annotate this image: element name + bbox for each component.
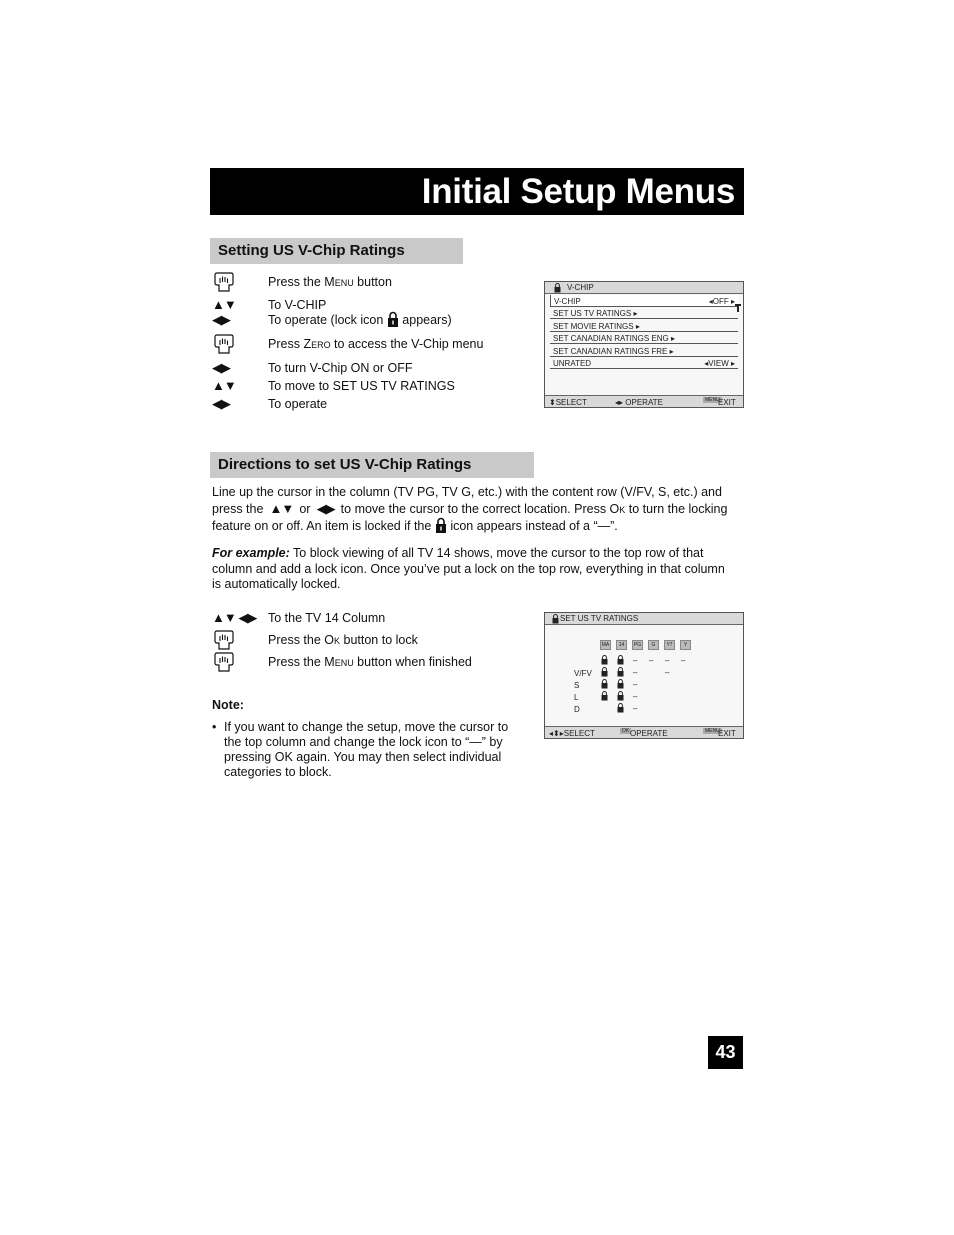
lock-icon: [387, 311, 399, 327]
unlocked-dash[interactable]: –: [649, 656, 654, 665]
vchip-menu-screen: [544, 281, 744, 408]
rating-column-tab[interactable]: 14: [616, 640, 627, 650]
menu-item-value: ◂OFF ▸: [708, 297, 735, 306]
hand-press-icon: [212, 628, 262, 646]
rating-column-tab[interactable]: G: [648, 640, 659, 650]
note-text: [224, 720, 508, 780]
vchip-menu-item[interactable]: [550, 320, 738, 332]
vchip-menu-item[interactable]: [550, 345, 738, 357]
hand-press-icon: [212, 270, 236, 294]
step-text: To V-CHIP: [268, 298, 327, 312]
rating-column-tab[interactable]: Y: [680, 640, 691, 650]
lock-icon[interactable]: [601, 655, 608, 667]
lock-icon[interactable]: [617, 703, 624, 715]
step-text: Press the Menu button when finished: [268, 655, 472, 669]
step-text: To turn V-Chip ON or OFF: [268, 361, 413, 375]
arrow-keys-icon: ▲▼: [212, 378, 236, 393]
footer-exit: EXIT: [718, 729, 736, 738]
title-banner: [210, 168, 744, 215]
vchip-menu-item[interactable]: [550, 332, 738, 344]
lock-icon[interactable]: [617, 691, 624, 703]
instruction-step: [210, 395, 540, 413]
footer-select: ⬍SELECT: [549, 398, 587, 407]
arrow-keys-icon: ◀▶: [212, 360, 230, 375]
footer-operate: OPERATE: [630, 729, 668, 738]
note-line: If you want to change the setup, move the cursor to: [224, 720, 509, 734]
up-down-arrows-icon: ▲▼: [266, 500, 296, 516]
hand-press-icon: [212, 270, 262, 288]
unlocked-dash[interactable]: –: [633, 668, 638, 677]
left-right-arrows-icon: ◀▶: [313, 500, 338, 516]
note-label: Note:: [212, 698, 244, 712]
unlocked-dash[interactable]: –: [633, 692, 638, 701]
instruction-step: [210, 359, 540, 377]
vchip-menu-item[interactable]: [550, 295, 738, 307]
vchip-menu-item[interactable]: [550, 357, 738, 369]
ratings-title: SET US TV RATINGS: [560, 614, 639, 623]
hand-press-icon: [212, 332, 236, 356]
menu-item-label: V-CHIP: [554, 297, 581, 306]
content-row-label: D: [574, 705, 580, 714]
content-row-label: L: [574, 693, 579, 702]
vchip-menu-footer: [545, 395, 743, 407]
hand-press-icon: [212, 628, 236, 652]
content-row-label: S: [574, 681, 580, 690]
rating-column-tab[interactable]: Y7: [664, 640, 675, 650]
instruction-step: [210, 609, 540, 627]
step-text: Press the Ok button to lock: [268, 633, 418, 647]
lock-icon[interactable]: [601, 679, 608, 691]
para-line: column and add a lock icon. Once you’ve put a lock on the top row, everything in that column: [212, 561, 725, 576]
arrow-keys-icon: ◀▶: [212, 312, 230, 327]
ratings-header: [545, 613, 743, 625]
page-number: 43: [708, 1036, 743, 1069]
hand-press-icon: [212, 650, 262, 668]
menu-item-label: UNRATED: [553, 359, 592, 368]
unlocked-dash[interactable]: –: [633, 680, 638, 689]
para-line: is automatically locked.: [212, 577, 341, 591]
cursor-icon: [735, 304, 741, 312]
lock-icon[interactable]: [601, 691, 608, 703]
instruction-step: [210, 335, 540, 353]
menu-key-icon: MENU: [705, 728, 720, 734]
lock-icon: [554, 283, 561, 293]
arrow-keys-icon: ◀▶: [212, 396, 230, 411]
ok-key-icon: OK: [622, 728, 630, 734]
menu-item-label: SET CANADIAN RATINGS FRE ▸: [553, 346, 674, 356]
lock-icon[interactable]: [601, 667, 608, 679]
rating-column-tab[interactable]: MA: [601, 642, 610, 648]
lock-icon[interactable]: [617, 679, 624, 691]
step-text: Press the Menu button: [268, 275, 392, 289]
instruction-step: [210, 377, 540, 395]
instruction-step: [210, 631, 540, 649]
hand-press-icon: [212, 332, 262, 350]
step-text: To operate (lock icon appears): [268, 313, 452, 327]
footer-select: ◂⬍▸SELECT: [549, 729, 595, 738]
instruction-step: [210, 653, 540, 671]
us-tv-ratings-screen: [544, 612, 744, 739]
step-text: Press Zero to access the V-Chip menu: [268, 337, 484, 351]
lock-icon: [552, 614, 559, 624]
page-title: Initial Setup Menus: [421, 172, 735, 211]
note-bullet: •: [212, 720, 217, 734]
lock-icon[interactable]: [617, 667, 624, 679]
vchip-menu-header: [545, 282, 743, 294]
instruction-step: [210, 273, 540, 291]
menu-item-label: SET US TV RATINGS ▸: [553, 309, 638, 319]
unlocked-dash[interactable]: –: [665, 656, 670, 665]
instruction-step: [210, 311, 540, 329]
note-line: the top column and change the lock icon to “—” by: [224, 735, 503, 749]
lock-icon: [435, 517, 447, 533]
menu-item-value: ◂VIEW ▸: [704, 359, 735, 368]
section-heading-vchip: Setting US V-Chip Ratings: [210, 238, 463, 264]
vchip-menu-title: V-CHIP: [567, 283, 594, 292]
menu-item-label: SET CANADIAN RATINGS ENG ▸: [553, 334, 675, 344]
hand-press-icon: [212, 650, 236, 674]
menu-item-label: SET MOVIE RATINGS ▸: [553, 321, 640, 331]
footer-exit: EXIT: [718, 398, 736, 407]
vchip-menu-item[interactable]: [550, 307, 738, 319]
para-line: For example: To block viewing of all TV 14 shows, move the cursor to the top row of that: [212, 546, 704, 560]
arrow-keys-icon: ▲▼: [212, 297, 236, 312]
menu-key-icon: MENU: [705, 397, 720, 403]
unlocked-dash[interactable]: –: [633, 656, 638, 665]
directions-paragraph: [212, 485, 738, 535]
content-row-label: V/FV: [574, 669, 592, 678]
para-line: feature on or off. An item is locked if the icon appears instead of a “—”.: [212, 519, 618, 533]
example-paragraph: [212, 546, 738, 593]
step-text: To operate: [268, 397, 328, 411]
rating-column-tab[interactable]: PG: [633, 642, 642, 648]
step-text: To the TV 14 Column: [268, 611, 386, 625]
para-line: Line up the cursor in the column (TV PG, TV G, etc.) with the content row (V/FV, S, etc.) and: [212, 485, 722, 499]
note-line: pressing OK again. You may then select individual: [224, 750, 502, 764]
ratings-footer: [545, 726, 743, 738]
unlocked-dash[interactable]: –: [633, 704, 638, 713]
arrow-keys-icon: ▲▼ ◀▶: [212, 610, 257, 625]
para-line: press the ▲▼ or ◀▶ to move the cursor to the correct location. Press Ok to turn the locking: [212, 500, 728, 516]
lock-icon[interactable]: [617, 655, 624, 667]
section-heading-directions: Directions to set US V-Chip Ratings: [210, 452, 534, 478]
unlocked-dash[interactable]: –: [681, 656, 686, 665]
note-line: categories to block.: [224, 765, 332, 779]
footer-operate: ◂▸ OPERATE: [615, 398, 663, 407]
unlocked-dash[interactable]: –: [665, 668, 670, 677]
step-text: To move to SET US TV RATINGS: [268, 379, 455, 393]
